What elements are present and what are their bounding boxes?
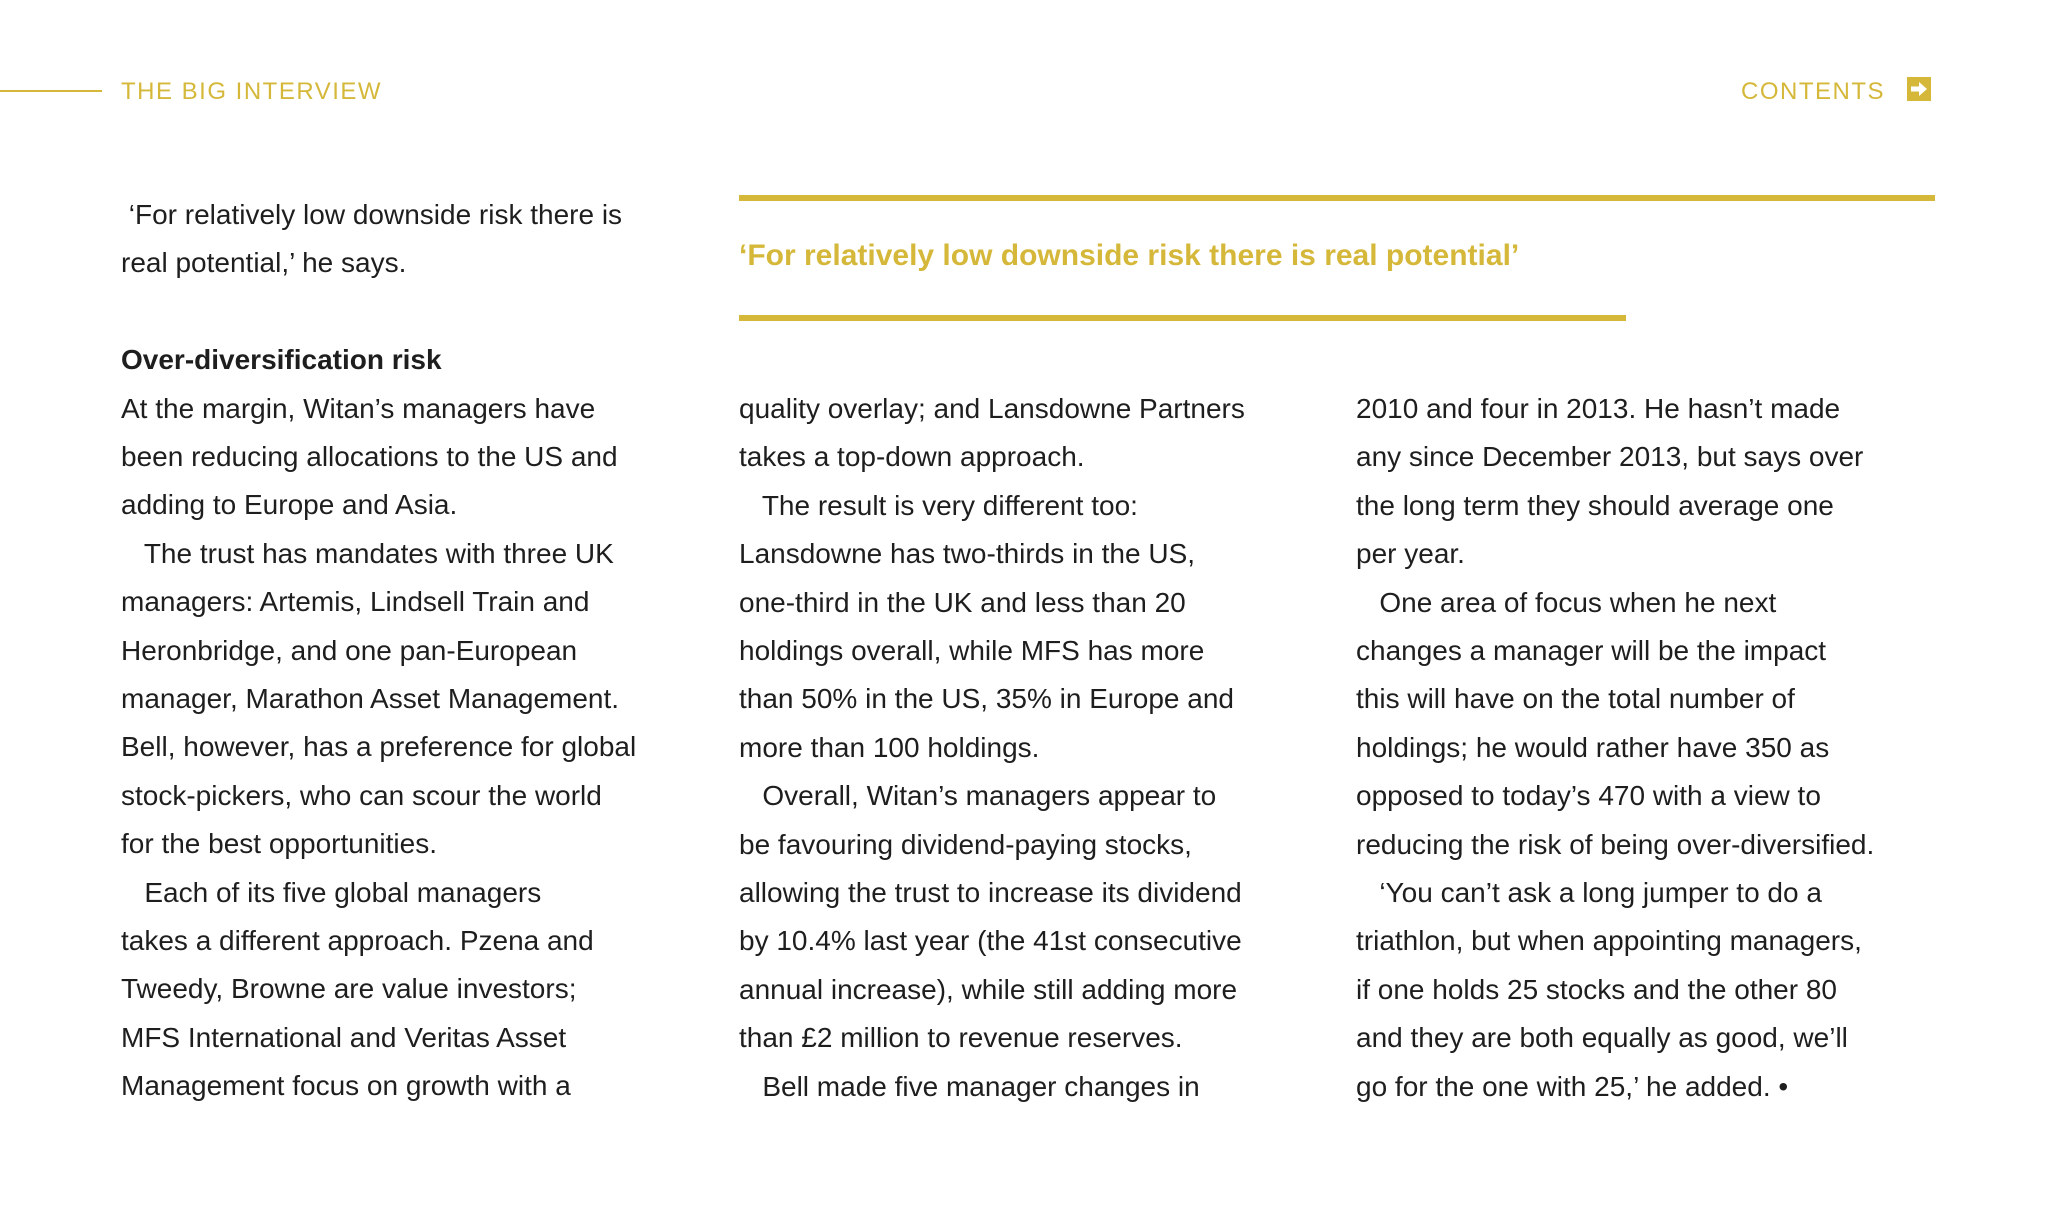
- body-line: allowing the trust to increase its dividend: [739, 877, 1242, 909]
- body-line: reducing the risk of being over-diversified.: [1356, 828, 1875, 860]
- body-line: One area of focus when he next: [1356, 586, 1777, 618]
- body-line: Tweedy, Browne are value investors;: [121, 973, 577, 1005]
- intro-line: real potential,’ he says.: [121, 247, 407, 279]
- body-line: go for the one with 25,’ he added. •: [1356, 1070, 1789, 1102]
- body-line: holdings overall, while MFS has more: [739, 635, 1205, 667]
- body-line: than 50% in the US, 35% in Europe and: [739, 683, 1235, 715]
- body-line: takes a different approach. Pzena and: [121, 925, 594, 957]
- body-line: Each of its five global managers: [121, 876, 542, 908]
- column-1-body: [121, 385, 701, 1111]
- body-line: holdings; he would rather have 350 as: [1356, 731, 1830, 763]
- body-line: Bell, however, has a preference for global: [121, 731, 637, 763]
- contents-link[interactable]: [1741, 76, 1931, 108]
- body-line: changes a manager will be the impact: [1356, 635, 1827, 667]
- body-line: ‘You can’t ask a long jumper to do a: [1356, 877, 1822, 909]
- body-line: stock-pickers, who can scour the world: [121, 779, 602, 811]
- header-rule: [0, 90, 102, 92]
- contents-label[interactable]: CONTENTS: [1741, 78, 1885, 105]
- body-line: the long term they should average one: [1356, 489, 1834, 521]
- body-line: Overall, Witan’s managers appear to: [739, 780, 1217, 812]
- body-line: this will have on the total number of: [1356, 683, 1795, 715]
- body-line: by 10.4% last year (the 41st consecutive: [739, 925, 1242, 957]
- intro-line: ‘For relatively low downside risk there is: [121, 199, 623, 230]
- body-line: one-third in the UK and less than 20: [739, 586, 1186, 618]
- body-line: opposed to today’s 470 with a view to: [1356, 780, 1821, 812]
- body-line: managers: Artemis, Lindsell Train and: [121, 586, 590, 618]
- body-line: 2010 and four in 2013. He hasn’t made: [1356, 393, 1841, 424]
- body-line: been reducing allocations to the US and: [121, 441, 618, 473]
- body-line: if one holds 25 stocks and the other 80: [1356, 973, 1837, 1005]
- body-line: than £2 million to revenue reserves.: [739, 1022, 1183, 1054]
- body-line: quality overlay; and Lansdowne Partners: [739, 393, 1245, 424]
- body-line: adding to Europe and Asia.: [121, 489, 458, 521]
- article-column-2: [739, 385, 1319, 1111]
- body-line: per year.: [1356, 538, 1465, 570]
- body-line: At the margin, Witan’s managers have: [121, 392, 596, 424]
- pull-quote: ‘For relatively low downside risk there is real potential’: [739, 239, 1520, 272]
- article-column-3: [1356, 385, 1956, 1111]
- paragraph-gap: [121, 288, 701, 336]
- body-line: Management focus on growth with a: [121, 1070, 571, 1102]
- body-line: The trust has mandates with three UK: [121, 537, 614, 569]
- pull-quote-rule-bottom: [739, 315, 1626, 321]
- body-line: Bell made five manager changes in: [739, 1070, 1200, 1102]
- body-line: more than 100 holdings.: [739, 731, 1040, 763]
- body-line: Heronbridge, and one pan-European: [121, 634, 578, 666]
- body-line: The result is very different too:: [739, 489, 1138, 521]
- body-line: Lansdowne has two-thirds in the US,: [739, 538, 1196, 570]
- subheading: Over-diversification risk: [121, 344, 442, 376]
- article-column-1: [121, 191, 701, 1111]
- body-line: annual increase), while still adding more: [739, 973, 1238, 1005]
- body-line: manager, Marathon Asset Management.: [121, 683, 620, 715]
- arrow-right-icon[interactable]: [1907, 77, 1931, 101]
- body-line: takes a top-down approach.: [739, 441, 1085, 473]
- body-line: and they are both equally as good, we’ll: [1356, 1022, 1848, 1054]
- body-line: be favouring dividend-paying stocks,: [739, 828, 1192, 860]
- body-line: for the best opportunities.: [121, 828, 437, 860]
- body-line: triathlon, but when appointing managers,: [1356, 925, 1862, 957]
- pull-quote-rule-top: [739, 195, 1935, 201]
- body-line: MFS International and Veritas Asset: [121, 1021, 567, 1053]
- body-line: any since December 2013, but says over: [1356, 441, 1864, 473]
- section-label: THE BIG INTERVIEW: [121, 78, 383, 105]
